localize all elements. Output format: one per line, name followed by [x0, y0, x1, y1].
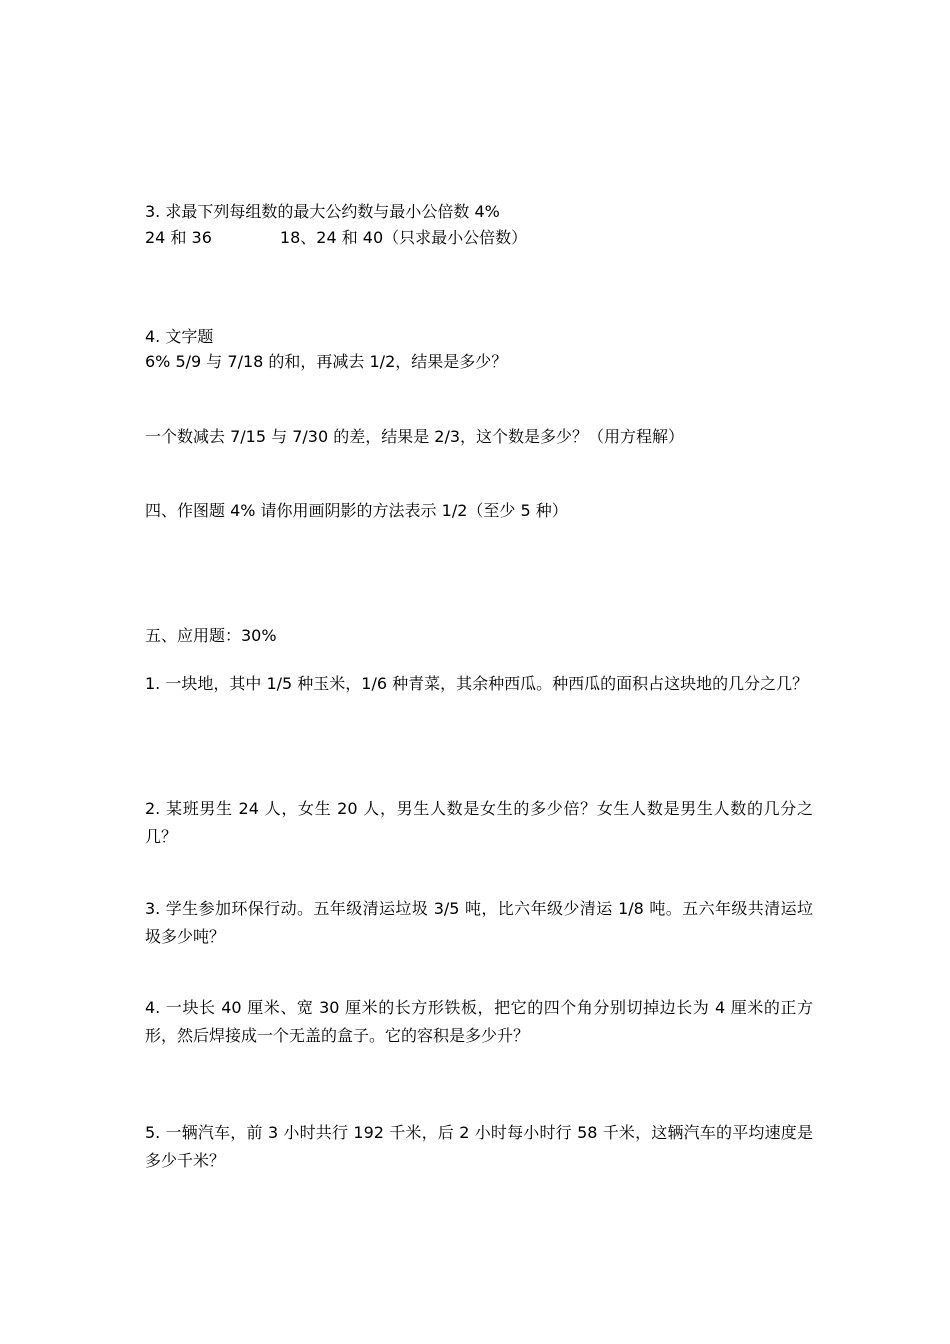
section3-heading: 3. 求最下列每组数的最大公约数与最小公倍数 4%: [145, 202, 500, 221]
section3-items: [145, 225, 810, 250]
section4-question-1: 6% 5/9 与 7/18 的和，再减去 1/2，结果是多少？: [145, 352, 508, 371]
part4-heading: 四、作图题 4% 请你用画阴影的方法表示 1/2（至少 5 种）: [145, 501, 568, 520]
part5-question-3: 3. 学生参加环保行动。五年级清运垃圾 3/5 吨，比六年级少清运 1/8 吨。五六年级共清运垃圾多少吨？: [145, 899, 813, 946]
section4-heading: 4. 文字题: [145, 327, 214, 346]
part5-question-4: 4. 一块长 40 厘米、宽 30 厘米的长方形铁板，把它的四个角分别切掉边长为 4 厘米的正方形，然后焊接成一个无盖的盒子。它的容积是多少升？: [145, 998, 813, 1045]
part5-heading: 五、应用题：30%: [145, 626, 277, 645]
part5-question-2: 2. 某班男生 24 人，女生 20 人，男生人数是女生的多少倍？女生人数是男生人数的几分之几？: [145, 799, 813, 846]
section3-item-a: 24 和 36: [145, 228, 212, 247]
section3-item-b: 18、24 和 40（只求最小公倍数）: [279, 228, 528, 247]
part5-question-5: 5. 一辆汽车，前 3 小时共行 192 千米，后 2 小时每小时行 58 千米，这辆汽车的平均速度是多少千米？: [145, 1123, 813, 1170]
section4-question-2: 一个数减去 7/15 与 7/30 的差，结果是 2/3，这个数是多少？（用方程解）: [145, 427, 685, 446]
part5-question-1: 1. 一块地，其中 1/5 种玉米，1/6 种青菜，其余种西瓜。种西瓜的面积占这块地的几分之几？: [145, 674, 809, 693]
